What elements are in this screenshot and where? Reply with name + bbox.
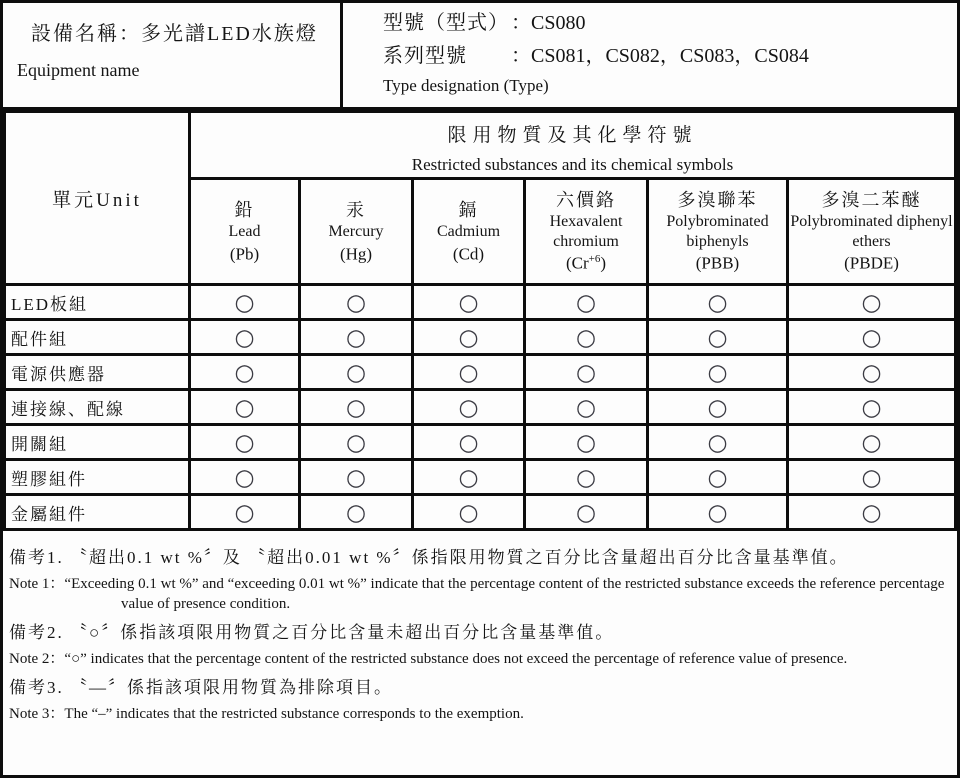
- row-label: 配件組: [5, 320, 190, 355]
- cell-mark: [190, 285, 300, 320]
- pbde-name-en: Polybrominated diphenyl ethers: [790, 213, 953, 250]
- circle-mark: ○: [345, 324, 367, 351]
- series-number-label: 系列型號: [383, 45, 467, 67]
- circle-mark: ○: [861, 429, 882, 456]
- column-header-lead: [190, 179, 300, 285]
- circle-mark: ○: [575, 324, 597, 351]
- lead-symbol: (Pb): [229, 244, 260, 264]
- lead-name-en: Lead: [228, 223, 261, 241]
- column-header-pbb: [648, 179, 788, 285]
- note-3-zh: 備考3. 〝—〞係指該項限用物質為排除項目。: [9, 678, 393, 698]
- cell-mark: [300, 495, 413, 530]
- circle-mark: ○: [575, 359, 597, 386]
- cell-mark: [413, 320, 525, 355]
- circle-mark: ○: [234, 324, 255, 351]
- column-header-mercury: [300, 179, 413, 285]
- cell-mark: [300, 460, 413, 495]
- circle-mark: ○: [707, 394, 728, 421]
- unit-column-header: 單元Unit: [5, 112, 190, 285]
- table-row-cables: [5, 390, 956, 425]
- cell-mark: [300, 390, 413, 425]
- restricted-substances-header: [190, 112, 956, 179]
- circle-mark: ○: [861, 359, 882, 386]
- cell-mark: [190, 320, 300, 355]
- restricted-substances-header-en: Restricted substances and its chemical symbols: [411, 154, 734, 174]
- cell-mark: [525, 285, 648, 320]
- note-2-en: Note 2：“○” indicates that the percentage content of the restricted substance does not exceed the percentage of reference value of presence.: [9, 650, 848, 667]
- cell-mark: [525, 355, 648, 390]
- table-row-accessories: [5, 320, 956, 355]
- cell-mark: [525, 390, 648, 425]
- column-header-pbde: [788, 179, 956, 285]
- circle-mark: ○: [861, 464, 882, 491]
- cell-mark: [300, 285, 413, 320]
- model-number-value: ：CS080: [511, 12, 586, 34]
- cell-mark: [525, 460, 648, 495]
- circle-mark: ○: [458, 464, 479, 491]
- model-number-line: [383, 7, 957, 40]
- equipment-name-cell: [3, 3, 343, 107]
- equipment-name-zh: 設備名稱：多光譜LED水族燈: [31, 23, 318, 45]
- circle-mark: ○: [575, 464, 597, 491]
- circle-mark: ○: [345, 359, 367, 386]
- row-label: LED板組: [5, 285, 190, 320]
- circle-mark: ○: [861, 289, 882, 316]
- column-header-cadmium: [413, 179, 525, 285]
- cell-mark: [413, 460, 525, 495]
- circle-mark: ○: [707, 429, 728, 456]
- type-designation-label: Type designation (Type): [383, 76, 549, 95]
- cell-mark: [525, 495, 648, 530]
- circle-mark: ○: [458, 324, 479, 351]
- cell-mark: [788, 460, 956, 495]
- cell-mark: [788, 425, 956, 460]
- circle-mark: ○: [234, 464, 255, 491]
- circle-mark: ○: [861, 324, 882, 351]
- mercury-name-en: Mercury: [328, 223, 384, 241]
- equipment-name-en: Equipment name: [17, 60, 140, 80]
- column-header-hexavalent-chromium: [525, 179, 648, 285]
- cell-mark: [190, 425, 300, 460]
- chromium-name-en: Hexavalent chromium: [549, 213, 623, 250]
- chromium-symbol: $(Cr^{+6})$: [565, 253, 607, 273]
- circle-mark: ○: [458, 499, 479, 526]
- circle-mark: ○: [575, 289, 597, 316]
- cell-mark: [190, 460, 300, 495]
- table-header-row-1: [5, 112, 956, 179]
- pbb-symbol: (PBB): [695, 253, 740, 273]
- table-row-plastic-parts: [5, 460, 956, 495]
- row-label: 金屬組件: [5, 495, 190, 530]
- cell-mark: [648, 320, 788, 355]
- note-1-zh: 備考1. 〝超出0.1 wt %〞及 〝超出0.01 wt %〞係指限用物質之百分比含量超出百分比含量基準值。: [9, 548, 849, 567]
- circle-mark: ○: [707, 359, 728, 386]
- cell-mark: [788, 495, 956, 530]
- series-number-line: [383, 40, 957, 73]
- cell-mark: [648, 390, 788, 425]
- cell-mark: [190, 495, 300, 530]
- circle-mark: ○: [458, 289, 479, 316]
- circle-mark: ○: [234, 499, 255, 526]
- cell-mark: [648, 355, 788, 390]
- circle-mark: ○: [345, 464, 367, 491]
- row-label: 塑膠組件: [5, 460, 190, 495]
- circle-mark: ○: [707, 499, 728, 526]
- model-info-cell: [343, 3, 957, 107]
- circle-mark: ○: [575, 429, 597, 456]
- cell-mark: [788, 320, 956, 355]
- circle-mark: ○: [234, 359, 255, 386]
- circle-mark: ○: [458, 429, 479, 456]
- document-header: [3, 3, 957, 110]
- cell-mark: [300, 355, 413, 390]
- circle-mark: ○: [345, 429, 367, 456]
- cell-mark: [648, 495, 788, 530]
- pbb-name-en: Polybrominated biphenyls: [666, 213, 769, 250]
- lead-name-zh: 鉛: [234, 199, 255, 220]
- cell-mark: [413, 355, 525, 390]
- note-3-en: Note 3：The “–” indicates that the restricted substance corresponds to the exemption.: [9, 705, 524, 722]
- cell-mark: [788, 285, 956, 320]
- table-row-switch: [5, 425, 956, 460]
- cell-mark: [413, 390, 525, 425]
- circle-mark: ○: [707, 289, 728, 316]
- note-2-zh: 備考2. 〝○〞係指該項限用物質之百分比含量未超出百分比含量基準值。: [9, 623, 615, 643]
- cell-mark: [190, 390, 300, 425]
- circle-mark: ○: [707, 464, 728, 491]
- model-number-label: 型號（型式）: [383, 12, 509, 34]
- circle-mark: ○: [234, 289, 255, 316]
- circle-mark: ○: [234, 429, 255, 456]
- cell-mark: [300, 425, 413, 460]
- row-label: 開關組: [5, 425, 190, 460]
- notes-section: [3, 531, 957, 724]
- circle-mark: ○: [575, 394, 597, 421]
- pbde-symbol: (PBDE): [844, 253, 899, 273]
- circle-mark: ○: [345, 394, 367, 421]
- cell-mark: [300, 320, 413, 355]
- cell-mark: [413, 425, 525, 460]
- cadmium-name-zh: 鎘: [458, 199, 479, 220]
- circle-mark: ○: [458, 394, 479, 421]
- circle-mark: ○: [707, 324, 728, 351]
- mercury-name-zh: 汞: [346, 199, 366, 220]
- restricted-substances-table: [3, 110, 957, 531]
- circle-mark: ○: [575, 499, 597, 526]
- cell-mark: [788, 355, 956, 390]
- cell-mark: [788, 390, 956, 425]
- cadmium-symbol: (Cd): [452, 244, 485, 264]
- cell-mark: [648, 460, 788, 495]
- cell-mark: [525, 320, 648, 355]
- cell-mark: [413, 495, 525, 530]
- circle-mark: ○: [861, 499, 882, 526]
- cadmium-name-en: Cadmium: [436, 223, 501, 241]
- cell-mark: [413, 285, 525, 320]
- circle-mark: ○: [345, 289, 367, 316]
- circle-mark: ○: [861, 394, 882, 421]
- chromium-name-zh: 六價鉻: [556, 189, 616, 210]
- note-1-en: Note 1：“Exceeding 0.1 wt %” and “exceeding 0.01 wt %” indicate that the percentage content of the restricted substance exceeds the reference percentage value of presence condition.: [9, 575, 945, 612]
- row-label: 連接線、配線: [5, 390, 190, 425]
- table-row-led-board: [5, 285, 956, 320]
- circle-mark: ○: [345, 499, 367, 526]
- circle-mark: ○: [458, 359, 479, 386]
- row-label: 電源供應器: [5, 355, 190, 390]
- cell-mark: [525, 425, 648, 460]
- series-number-value: ：CS081，CS082，CS083，CS084: [511, 45, 809, 67]
- table-row-metal-parts: [5, 495, 956, 530]
- cell-mark: [648, 285, 788, 320]
- cell-mark: [648, 425, 788, 460]
- pbde-name-zh: 多溴二苯醚: [821, 189, 922, 210]
- circle-mark: ○: [234, 394, 255, 421]
- pbb-name-zh: 多溴聯苯: [677, 189, 758, 210]
- table-row-power-supply: [5, 355, 956, 390]
- mercury-symbol: (Hg): [339, 244, 373, 264]
- restricted-substances-header-zh: 限用物質及其化學符號: [447, 124, 698, 146]
- cell-mark: [190, 355, 300, 390]
